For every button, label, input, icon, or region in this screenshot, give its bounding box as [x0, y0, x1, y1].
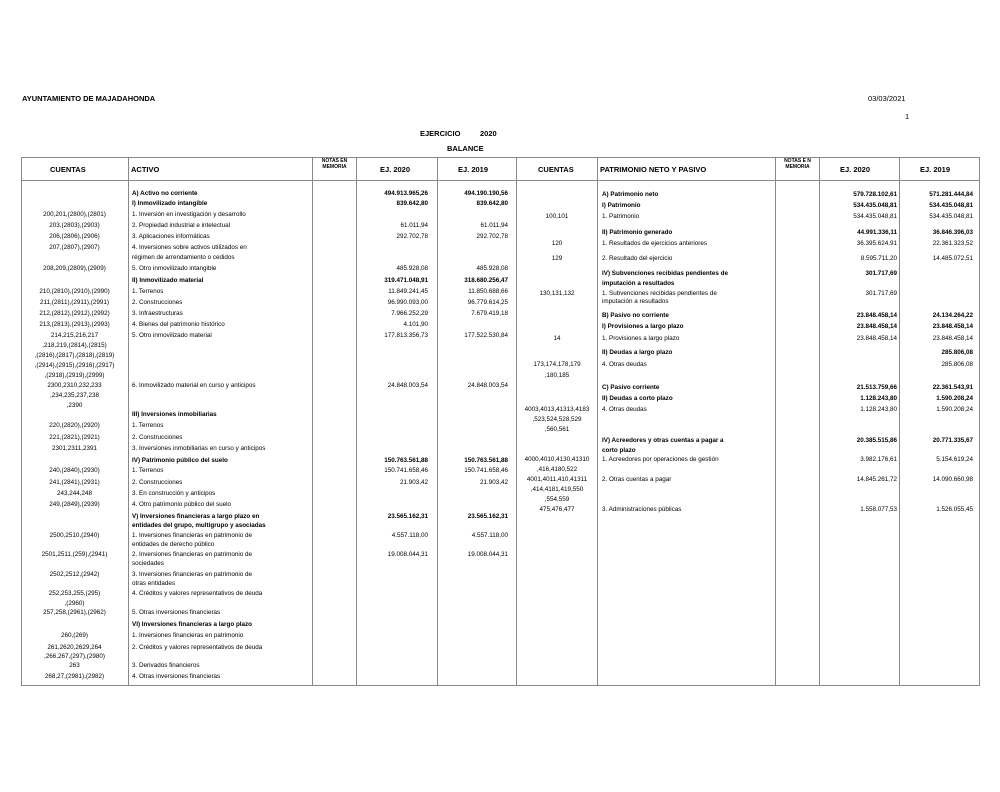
account-code: 207,(2807),(2907) — [49, 244, 100, 251]
line-label: A) Patrimonio neto — [602, 191, 659, 198]
line-label: 2. Resultado del ejercicio — [602, 255, 673, 262]
value-2020: 839.642,80 — [396, 200, 428, 207]
value-2020: 4.557.118,00 — [391, 532, 428, 539]
line-label: II) Patrimonio generado — [602, 229, 673, 236]
line-label: 2. Créditos y valores representativos de deuda — [132, 644, 263, 651]
col-header-cuentas-pasivo: CUENTAS — [538, 165, 574, 174]
account-code: ,2390 — [66, 402, 83, 409]
value-2019: 5.154.619,24 — [936, 456, 973, 463]
line-label: 4. Otro patrimonio público del suelo — [132, 501, 232, 508]
account-code: 221,(2821),(2921) — [49, 434, 100, 441]
account-code: ,554,559 — [544, 496, 570, 503]
line-label: 3. Infraestructuras — [132, 310, 183, 317]
line-label: 4. Bienes del patrimonio histórico — [132, 321, 225, 328]
line-label: 4. Créditos y valores representativos de deuda — [132, 590, 263, 597]
account-code: 200,201,(2800),(2801) — [43, 211, 106, 218]
value-2019: 22.361.543,91 — [932, 384, 973, 391]
value-2020: 579.728.102,61 — [853, 191, 897, 198]
value-2020: 534.435.048,81 — [853, 202, 897, 209]
line-label: II) Inmovilizado material — [132, 277, 204, 284]
line-label: I) Provisiones a largo plazo — [602, 323, 684, 330]
line-label: 2. Otras cuentas a pagar — [602, 476, 672, 483]
value-2019: 24.134.264,22 — [932, 312, 973, 319]
account-code: 129 — [551, 255, 563, 262]
account-code: ,416,4180,522 — [536, 466, 578, 473]
value-2019: 534.435.048,81 — [929, 213, 973, 220]
line-label: 4. Inversiones sobre activos utilizados en — [132, 244, 247, 251]
line-label: régimen de arrendamiento o cedidos — [132, 254, 235, 261]
account-code: 263 — [69, 662, 80, 669]
value-2020: 319.471.048,91 — [384, 277, 428, 284]
account-code: 4003,4013,41313,4183 — [524, 406, 590, 413]
value-2020: 1.558.077,53 — [860, 506, 897, 513]
col-header-ej2019: EJ. 2019 — [458, 165, 489, 174]
account-code: 100,101 — [545, 213, 569, 220]
col-header-activo: ACTIVO — [131, 165, 160, 174]
line-label: 1. Patrimonio — [602, 213, 640, 220]
line-label: 1. Inversiones financieras en patrimonio — [132, 632, 244, 639]
value-2020: 23.848.458,14 — [856, 323, 897, 330]
account-code: 206,(2806),(2906) — [49, 233, 100, 240]
value-2020: 7.966.252,29 — [391, 310, 428, 317]
account-code: ,180,185 — [544, 372, 570, 379]
value-2019: 22.361.323,52 — [932, 240, 973, 247]
line-label: B) Pasivo no corriente — [602, 312, 669, 319]
value-2020: 292.702,78 — [396, 233, 428, 240]
value-2020: 150.763.561,88 — [384, 457, 428, 464]
line-label: 6. Inmovilizado material en curso y anticipos — [132, 382, 256, 389]
value-2019: 61.011,94 — [480, 222, 508, 229]
value-2020: 24.848.003,54 — [387, 382, 428, 389]
value-2020: 21.513.759,66 — [856, 384, 897, 391]
account-code: ,(2816),(2817),(2818),(2819) — [34, 352, 115, 359]
value-2019: 23.565.162,31 — [467, 513, 508, 520]
exercise-year: 2020 — [480, 129, 497, 138]
line-label: I) Patrimonio — [602, 202, 641, 209]
value-2020: 3.982.176,61 — [860, 456, 897, 463]
value-2020: 19.008.044,31 — [387, 551, 428, 558]
line-label: VI) Inversiones financieras a largo plazo — [132, 621, 253, 628]
value-2019: 150.741.658,46 — [464, 467, 508, 474]
line-label: C) Pasivo corriente — [602, 384, 660, 391]
account-code: ,234,235,237,238 — [49, 392, 100, 399]
line-label: 5. Otro inmovilizado intangible — [132, 265, 217, 272]
value-2020: 44.991.336,11 — [857, 229, 897, 236]
account-code: 220,(2820),(2920) — [49, 422, 100, 429]
value-2019: 1.590.208,24 — [936, 406, 973, 413]
line-label: 1. Subvenciones recibidas pendientes de — [602, 290, 717, 297]
account-code: ,(2914),(2915),(2916),(2917) — [34, 362, 115, 369]
account-code: 4001,4011,410,41311 — [526, 476, 588, 483]
line-label: III) Inversiones inmobiliarias — [132, 411, 217, 418]
exercise-label: EJERCICIO — [420, 129, 461, 138]
account-code: 2502,2512,(2942) — [49, 571, 100, 578]
value-2019: 21.903,42 — [479, 479, 508, 486]
line-label: entidades de derecho público — [132, 541, 215, 548]
value-2019: 14.090.660,98 — [932, 476, 973, 483]
value-2019: 23.848.458,14 — [932, 335, 973, 342]
line-label: 2. Construcciones — [132, 299, 183, 306]
line-label: 1. Inversión en investigación y desarrollo — [132, 211, 246, 218]
account-code: 240,(2840),(2930) — [49, 467, 100, 474]
line-label: A) Activo no corriente — [132, 190, 198, 197]
value-2019: 36.846.396,03 — [932, 229, 973, 236]
value-2020: 20.385.515,86 — [856, 437, 897, 444]
value-2019: 11.850.688,66 — [468, 288, 508, 295]
col-divider — [597, 157, 598, 686]
account-code: 252,253,255,(295) — [48, 590, 101, 597]
line-label: 3. En construcción y anticipos — [132, 490, 216, 497]
line-label: II) Deudas a largo plazo — [602, 349, 673, 356]
line-label: 2. Propiedad industrial e intelectual — [132, 222, 231, 229]
value-2019: 1.526.055,45 — [936, 506, 973, 513]
value-2019: 292.702,78 — [476, 233, 508, 240]
account-code: 261,2620,2629,264 — [47, 644, 102, 651]
line-label: 1. Acreedores por operaciones de gestión — [602, 456, 719, 463]
value-2020: 1.128.243,80 — [860, 395, 897, 402]
value-2020: 61.011,94 — [400, 222, 428, 229]
value-2020: 1.128.243,80 — [860, 406, 897, 413]
value-2020: 8.595.711,20 — [860, 255, 897, 262]
value-2019: 20.771.335,67 — [932, 437, 973, 444]
value-2020: 11.849.241,45 — [388, 288, 428, 295]
line-label: IV) Acreedores y otras cuentas a pagar a — [602, 437, 724, 444]
line-label: 3. Aplicaciones informáticas — [132, 233, 210, 240]
account-code: ,(2918),(2919),(2999) — [44, 372, 105, 379]
line-label: 3. Derivados financieros — [132, 662, 200, 669]
line-label: sociedades — [132, 560, 164, 567]
line-label: otras entidades — [132, 580, 176, 587]
col-header-ej2019-pasivo: EJ. 2019 — [920, 165, 951, 174]
value-2019: 839.642,80 — [476, 200, 508, 207]
value-2019: 23.848.458,14 — [932, 323, 973, 330]
value-2020: 301.717,69 — [865, 270, 897, 277]
value-2020: 485.928,08 — [396, 265, 428, 272]
line-label: 4. Otras deudas — [602, 361, 647, 368]
value-2020: 301.717,69 — [865, 290, 897, 297]
value-2020: 494.913.965,26 — [384, 190, 428, 197]
account-code: 212,(2812),(2912),(2992) — [39, 310, 110, 317]
account-code: ,523,524,528,529 — [532, 416, 582, 423]
account-code: 2300,2310,232,233 — [47, 382, 102, 389]
account-code: 173,174,178,179 — [533, 361, 581, 368]
account-code: 2500,2510,(2940) — [49, 532, 100, 539]
account-code: 213,(2813),(2913),(2993) — [39, 321, 110, 328]
account-code: 14 — [553, 335, 561, 342]
value-2020: 23.848.458,14 — [856, 335, 897, 342]
value-2020: 4.101,90 — [403, 321, 428, 328]
line-label: 1. Terrenos — [132, 288, 164, 295]
account-code: 475,476,477 — [539, 506, 575, 513]
account-code: 241,(2841),(2931) — [49, 479, 100, 486]
line-label: 1. Terrenos — [132, 422, 164, 429]
col-header-pn-pasivo: PATRIMONIO NETO Y PASIVO — [600, 165, 707, 174]
account-code: 2301,2311,2391 — [51, 445, 98, 452]
account-code: 211,(2811),(2911),(2991) — [40, 299, 109, 306]
line-label: corto plazo — [602, 447, 636, 454]
value-2019: 96.779.614,25 — [467, 299, 508, 306]
account-code: 249,(2849),(2939) — [49, 501, 100, 508]
col-divider — [775, 157, 776, 686]
line-label: 1. Provisiones a largo plazo — [602, 335, 680, 342]
col-divider — [899, 157, 900, 686]
value-2020: 14.845.261,72 — [856, 476, 897, 483]
account-code: ,218,219,(2814),(2815) — [42, 342, 107, 349]
line-label: 2. Construcciones — [132, 479, 183, 486]
value-2019: 19.008.044,31 — [467, 551, 508, 558]
line-label: 4. Otras inversiones financieras — [132, 673, 221, 680]
value-2020: 36.395.624,91 — [856, 240, 897, 247]
value-2020: 23.848.458,14 — [856, 312, 897, 319]
line-label: IV) Patrimonio público del suelo — [132, 457, 228, 464]
account-code: ,560,561 — [544, 426, 570, 433]
value-2020: 21.903,42 — [399, 479, 428, 486]
account-code: 2501,2511,(259),(2941) — [41, 551, 108, 558]
line-label: 1. Terrenos — [132, 467, 164, 474]
header-divider — [21, 180, 979, 181]
account-code: 130,131,132 — [539, 290, 575, 297]
line-label: IV) Subvenciones recibidas pendientes de — [602, 270, 728, 277]
report-title: BALANCE — [447, 144, 484, 153]
col-header-ej2020: EJ. 2020 — [380, 165, 411, 174]
col-header-notas-pasivo: NOTAS E N MEMORIA — [784, 158, 811, 170]
value-2019: 4.557.118,00 — [471, 532, 508, 539]
line-label: 4. Otras deudas — [602, 406, 647, 413]
value-2019: 494.190.190,56 — [464, 190, 508, 197]
col-divider — [128, 157, 129, 686]
col-header-ej2020-pasivo: EJ. 2020 — [840, 165, 871, 174]
value-2019: 14.485.072,51 — [932, 255, 973, 262]
account-code: ,266,267,(297),(2980) — [44, 653, 105, 660]
line-label: 3. Inversiones financieras en patrimonio de — [132, 571, 253, 578]
value-2019: 177.522.530,84 — [464, 332, 508, 339]
account-code: 210,(2810),(2910),(2990) — [39, 288, 110, 295]
value-2019: 485.928,08 — [476, 265, 508, 272]
value-2019: 150.763.561,88 — [464, 457, 508, 464]
value-2019: 534.435.048,81 — [929, 202, 973, 209]
value-2020: 96.990.093,00 — [387, 299, 428, 306]
line-label: entidades del grupo, multigrupo y asociadas — [132, 522, 266, 529]
line-label: II) Deudas a corto plazo — [602, 395, 673, 402]
line-label: 1. Inversiones financieras en patrimonio de — [132, 532, 253, 539]
account-code: 268,27,(2981),(2982) — [44, 673, 105, 680]
line-label: 2. Inversiones financieras en patrimonio de — [132, 551, 253, 558]
value-2019: 285.806,08 — [941, 361, 973, 368]
col-header-notas: NOTAS EN MEMORIA — [321, 158, 348, 170]
account-code: 243,244,248 — [56, 490, 93, 497]
account-code: ,414,4181,419,550 — [530, 486, 584, 493]
line-label: imputación a resultados — [602, 280, 675, 287]
line-label: 3. Inversiones inmobiliarias en curso y anticipos — [132, 445, 266, 452]
entity-name: AYUNTAMIENTO DE MAJADAHONDA — [22, 94, 156, 103]
value-2020: 177.813.356,73 — [384, 332, 428, 339]
value-2020: 150.741.658,46 — [384, 467, 428, 474]
line-label: 2. Construcciones — [132, 434, 183, 441]
line-label: 3. Administraciones públicas — [602, 506, 682, 513]
account-code: 208,209,(2809),(2909) — [43, 265, 106, 272]
account-code: 120 — [551, 240, 563, 247]
col-divider — [356, 157, 357, 686]
value-2019: 285.806,08 — [941, 349, 973, 356]
value-2019: 318.680.256,47 — [464, 277, 508, 284]
line-label: I) Inmovilizado intangible — [132, 200, 208, 207]
account-code: 260,(269) — [61, 632, 88, 639]
value-2019: 1.590.208,24 — [936, 395, 973, 402]
value-2019: 7.679.419,18 — [471, 310, 508, 317]
col-divider — [312, 157, 313, 686]
line-label: 5. Otro inmovilizado material — [132, 332, 212, 339]
line-label: 1. Resultados de ejercicios anteriores — [602, 240, 708, 247]
line-label: 5. Otras inversiones financieras — [132, 609, 221, 616]
col-divider — [819, 157, 820, 686]
value-2020: 23.565.162,31 — [387, 513, 428, 520]
value-2019: 24.848.003,54 — [467, 382, 508, 389]
account-code: 257,258,(2961),(2962) — [43, 609, 106, 616]
value-2020: 534.435.048,81 — [853, 213, 897, 220]
account-code: 214,215,216,217 — [50, 332, 99, 339]
page-number: 1 — [905, 112, 910, 121]
line-label: V) Inversiones financieras a largo plazo en — [132, 513, 260, 520]
report-date: 03/03/2021 — [868, 94, 906, 103]
value-2019: 571.281.444,84 — [929, 191, 973, 198]
account-code: ,(2960) — [64, 600, 85, 607]
account-code: 4000,4010,4130,41310 — [524, 456, 590, 463]
col-header-cuentas: CUENTAS — [50, 165, 86, 174]
line-label: imputación a resultados — [602, 298, 669, 305]
account-code: 203,(2803),(2903) — [49, 222, 100, 229]
